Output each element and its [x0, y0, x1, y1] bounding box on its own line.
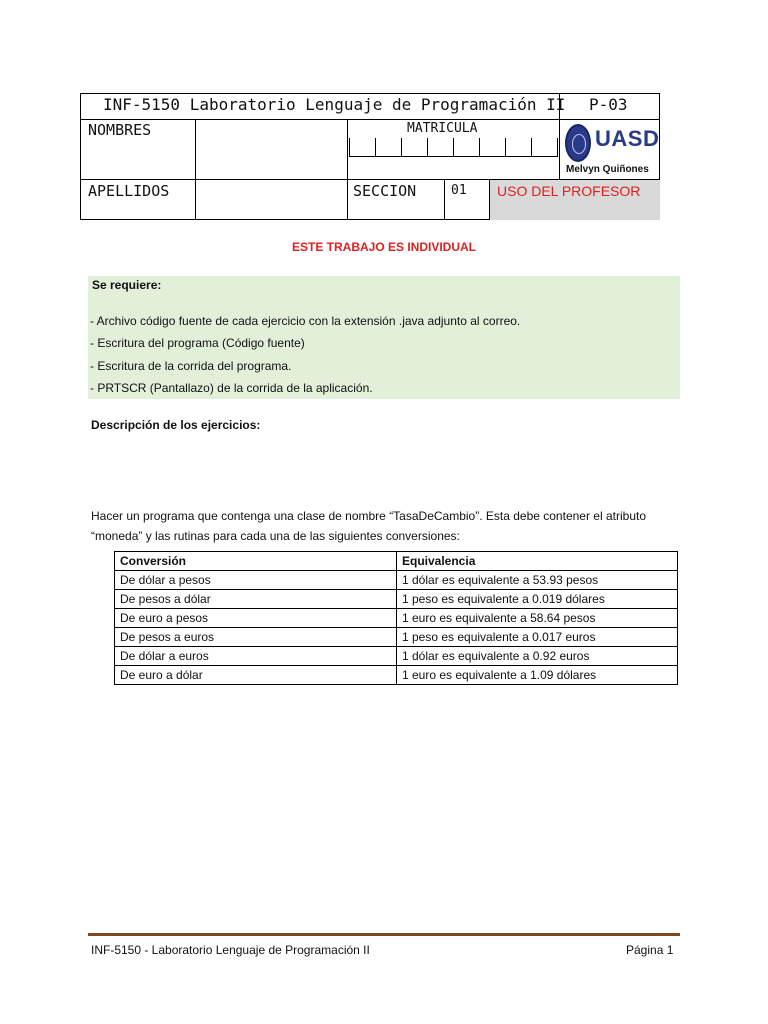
table-cell: De euro a dólar — [115, 666, 397, 685]
col-divider — [195, 119, 196, 220]
requirement-item: - PRTSCR (Pantallazo) de la corrida de la aplicación. — [90, 381, 373, 395]
table-cell: De pesos a dólar — [115, 590, 397, 609]
footer-rule — [88, 933, 680, 936]
matricula-digit[interactable] — [375, 138, 401, 157]
table-cell: 1 euro es equivalente a 58.64 pesos — [397, 609, 678, 628]
exercise-text: Hacer un programa que contenga una clase de nombre “TasaDeCambio”. Esta debe contener el atributo “moneda” y las rutinas para cada una de las siguientes conversiones: — [91, 509, 646, 543]
matricula-digit[interactable] — [531, 138, 558, 157]
requirements-title: Se requiere: — [92, 278, 162, 292]
doc-title: INF-5150 Laboratorio Lenguaje de Programación II — [103, 95, 566, 114]
table-cell: 1 euro es equivalente a 1.09 dólares — [397, 666, 678, 685]
individual-notice: ESTE TRABAJO ES INDIVIDUAL — [291, 240, 477, 254]
nombres-label: NOMBRES — [88, 121, 152, 139]
footer-title: INF-5150 - Laboratorio Lenguaje de Programación II — [91, 943, 370, 957]
table-cell: De dólar a euros — [115, 647, 397, 666]
seccion-value: 01 — [451, 183, 467, 198]
table-header-row — [115, 552, 678, 571]
conversion-table — [114, 551, 678, 685]
matricula-digit[interactable] — [505, 138, 531, 157]
uasd-logo — [563, 124, 659, 176]
matricula-digit[interactable] — [349, 138, 375, 157]
seal-icon — [565, 124, 591, 162]
requirement-item: - Escritura de la corrida del programa. — [90, 359, 292, 373]
apellidos-label: APELLIDOS — [88, 182, 170, 200]
table-cell: De dólar a pesos — [115, 571, 397, 590]
matricula-digit[interactable] — [453, 138, 479, 157]
logo-subtext: Melvyn Quiñones — [566, 164, 649, 175]
table-cell: 1 peso es equivalente a 0.017 euros — [397, 628, 678, 647]
matricula-digit[interactable] — [427, 138, 453, 157]
table-cell: De pesos a euros — [115, 628, 397, 647]
matricula-label: MATRICULA — [407, 121, 478, 136]
row-divider — [81, 119, 659, 120]
profesor-label: USO DEL PROFESOR — [497, 183, 641, 199]
logo-text: UASD — [595, 126, 660, 151]
doc-code: P-03 — [589, 95, 628, 114]
header-table — [80, 93, 660, 220]
col-divider — [444, 179, 445, 220]
col-divider — [347, 119, 348, 220]
description-title: Descripción de los ejercicios: — [91, 418, 261, 432]
matricula-digit[interactable] — [479, 138, 505, 157]
matricula-digit[interactable] — [401, 138, 427, 157]
col-header-conversion: Conversión — [115, 552, 397, 571]
requirement-item: - Escritura del programa (Código fuente) — [90, 336, 305, 350]
table-row — [115, 628, 678, 647]
table-row — [115, 666, 678, 685]
table-cell: De euro a pesos — [115, 609, 397, 628]
table-row — [115, 571, 678, 590]
matricula-boxes[interactable] — [349, 138, 558, 157]
table-row — [115, 590, 678, 609]
table-cell: 1 dólar es equivalente a 53.93 pesos — [397, 571, 678, 590]
table-row — [115, 609, 678, 628]
requirement-item: - Archivo código fuente de cada ejercicio con la extensión .java adjunto al correo. — [90, 314, 521, 328]
page-number: Página 1 — [626, 943, 674, 957]
seccion-label: SECCION — [353, 182, 417, 200]
table-cell: 1 dólar es equivalente a 0.92 euros — [397, 647, 678, 666]
col-header-equivalencia: Equivalencia — [397, 552, 678, 571]
table-row — [115, 647, 678, 666]
nombres-field[interactable] — [207, 154, 347, 176]
table-cell: 1 peso es equivalente a 0.019 dólares — [397, 590, 678, 609]
